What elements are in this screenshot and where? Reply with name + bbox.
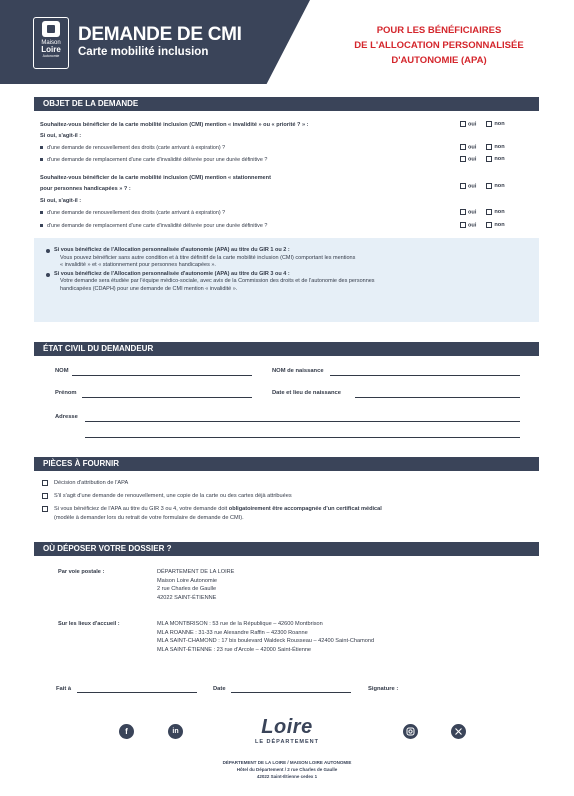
section-pieces-heading: PIÈCES À FOURNIR bbox=[34, 457, 539, 471]
q2a-yes-label: oui bbox=[468, 209, 477, 216]
page-title: DEMANDE DE CMI bbox=[78, 24, 242, 45]
q1a-yes-checkbox[interactable] bbox=[460, 144, 466, 150]
piece-1-checkbox[interactable] bbox=[42, 480, 48, 486]
q2a-no-label: non bbox=[494, 209, 505, 216]
nom-field[interactable] bbox=[72, 375, 252, 376]
info-gir34-text-1: Votre demande sera étudiée par l'équipe médico-sociale, avec avis de la Commission des droits et de l'autonomie des personnes bbox=[60, 278, 375, 284]
loire-wordmark: Loire bbox=[261, 716, 313, 738]
mla-saint-etienne: MLA SAINT-ÉTIENNE : 23 rue d'Arcole – 42000 Saint-Étienne bbox=[157, 646, 312, 653]
logo-text-3: Autonomie bbox=[42, 54, 60, 58]
logo-text-2: Loire bbox=[41, 45, 61, 54]
section-etat-civil-heading: ÉTAT CIVIL DU DEMANDEUR bbox=[34, 342, 539, 356]
q2-option-remplacement: d'une demande de remplacement d'une carte d'invalidité délivrée pour une durée définitive ? bbox=[40, 222, 267, 230]
q1a-answer bbox=[460, 144, 505, 150]
piece-certificat-medical bbox=[42, 505, 382, 513]
q2b-no-label: non bbox=[494, 222, 505, 229]
q1-answer bbox=[460, 121, 505, 127]
nom-naissance-field[interactable] bbox=[330, 375, 520, 376]
beneficiaries-title bbox=[320, 23, 558, 68]
q2b-answer bbox=[460, 222, 505, 228]
postale-line-4: 42022 SAINT-ÉTIENNE bbox=[157, 594, 217, 601]
q1b-yes-label: oui bbox=[468, 156, 477, 163]
piece-3-text-b: obligatoirement être accompagnée d'un certificat médical bbox=[228, 506, 382, 512]
date-lieu-label: Date et lieu de naissance bbox=[272, 390, 341, 396]
q2b-no-checkbox[interactable] bbox=[486, 222, 492, 228]
prenom-field[interactable] bbox=[82, 397, 252, 398]
nom-label: NOM bbox=[55, 368, 69, 374]
q1a-no-label: non bbox=[494, 144, 505, 151]
q2-no-label: non bbox=[494, 183, 505, 190]
loire-tagline: LE DÉPARTEMENT bbox=[254, 739, 319, 745]
q1-yes-checkbox[interactable] bbox=[460, 121, 466, 127]
q2b-yes-label: oui bbox=[468, 222, 477, 229]
info-gir34-text-2: handicapées (CDAPH) pour une demande de CMI mention « invalidité ». bbox=[60, 285, 238, 292]
q2-answer bbox=[460, 183, 505, 189]
question-cmi-stationnement-2: pour personnes handicapées » ? : bbox=[40, 186, 131, 192]
piece-1-text: Décision d'attribution de l'APA bbox=[54, 480, 129, 486]
q2a-answer bbox=[460, 209, 505, 215]
date-field[interactable] bbox=[231, 692, 351, 693]
q1b-no-checkbox[interactable] bbox=[486, 156, 492, 162]
q2a-yes-checkbox[interactable] bbox=[460, 209, 466, 215]
info-gir12-text-1: Vous pouvez bénéficier sans autre condition et à titre définitif de la carte mobilité inclusion (CMI) comportant les mentions bbox=[60, 254, 356, 261]
date-label: Date bbox=[213, 686, 226, 692]
info-gir34-title: Si vous bénéficiez de l'Allocation personnalisée d'autonomie (APA) au titre du GIR 3 ou 4 : bbox=[46, 271, 527, 279]
q1-option-renouvellement: d'une demande de renouvellement des droits (carte arrivant à expiration) ? bbox=[40, 144, 225, 152]
piece-2-text: S'il s'agit d'une demande de renouvellement, une copie de la carte ou des cartes déjà attribuées bbox=[54, 493, 292, 499]
nom-naissance-label: NOM de naissance bbox=[272, 368, 324, 374]
q1a-no-checkbox[interactable] bbox=[486, 144, 492, 150]
q1a-yes-label: oui bbox=[468, 144, 477, 151]
q1-no-label: non bbox=[494, 121, 505, 128]
footer-address-3: 42022 Saint-Étienne cedex 1 bbox=[256, 774, 318, 779]
accueil-label: Sur les lieux d'accueil : bbox=[58, 621, 120, 627]
q2b-yes-checkbox[interactable] bbox=[460, 222, 466, 228]
postale-line-3: 2 rue Charles de Gaulle bbox=[157, 586, 217, 592]
footer-address-1: DÉPARTEMENT DE LA LOIRE / MAISON LOIRE AUTONOMIE bbox=[222, 760, 352, 765]
section-depot-heading: OÙ DÉPOSER VOTRE DOSSIER ? bbox=[34, 542, 539, 556]
section-objet-heading: OBJET DE LA DEMANDE bbox=[34, 97, 539, 111]
beneficiaries-line-3: D'AUTONOMIE (APA) bbox=[391, 55, 487, 66]
adresse-field-line-1[interactable] bbox=[85, 421, 520, 422]
apa-info-box bbox=[34, 238, 539, 322]
page-subtitle: Carte mobilité inclusion bbox=[78, 46, 209, 58]
q1-subquestion: Si oui, s'agit-il : bbox=[40, 133, 82, 139]
piece-decision-apa bbox=[42, 479, 128, 487]
postale-address bbox=[157, 568, 234, 602]
q1-no-checkbox[interactable] bbox=[486, 121, 492, 127]
q2-no-checkbox[interactable] bbox=[486, 183, 492, 189]
postale-line-1: DÉPARTEMENT DE LA LOIRE bbox=[157, 569, 235, 575]
piece-2-checkbox[interactable] bbox=[42, 493, 48, 499]
q1-option-remplacement: d'une demande de remplacement d'une carte d'invalidité délivrée pour une durée définitive ? bbox=[40, 156, 267, 164]
prenom-label: Prénom bbox=[55, 390, 77, 396]
footer-address bbox=[187, 759, 387, 780]
q2-yes-checkbox[interactable] bbox=[460, 183, 466, 189]
question-cmi-stationnement-1: Souhaitez-vous bénéficier de la carte mobilité inclusion (CMI) mention « stationnement bbox=[40, 175, 271, 181]
accueil-addresses bbox=[157, 620, 374, 654]
question-cmi-invalidite: Souhaitez-vous bénéficier de la carte mobilité inclusion (CMI) mention « invalidité » ou « priorité ? » : bbox=[40, 122, 309, 128]
adresse-label: Adresse bbox=[55, 414, 78, 420]
piece-3-text-a: Si vous bénéficiez de l'APA au titre du GIR 3 ou 4, votre demande doit bbox=[54, 506, 229, 512]
info-gir12-title: Si vous bénéficiez de l'Allocation personnalisée d'autonomie (APA) au titre du GIR 1 ou 2 : bbox=[46, 247, 527, 255]
fait-a-label: Fait à bbox=[56, 686, 72, 692]
linkedin-icon[interactable]: in bbox=[168, 724, 183, 739]
q2-option-renouvellement: d'une demande de renouvellement des droits (carte arrivant à expiration) ? bbox=[40, 209, 225, 217]
loire-logo bbox=[245, 716, 329, 745]
postale-label: Par voie postale : bbox=[58, 569, 105, 575]
mla-roanne: MLA ROANNE : 31-33 rue Alexandre Raffin – 42300 Roanne bbox=[157, 629, 308, 636]
q1b-answer bbox=[460, 156, 505, 162]
q2-subquestion: Si oui, s'agit-il : bbox=[40, 198, 82, 204]
mla-saint-chamond: MLA SAINT-CHAMOND : 17 bis boulevard Waldeck Rousseau – 42400 Saint-Chamond bbox=[157, 638, 375, 644]
piece-copie-carte bbox=[42, 492, 292, 500]
info-gir12-text-2: « invalidité » et « stationnement pour personnes handicapées ». bbox=[60, 262, 216, 268]
date-lieu-field[interactable] bbox=[355, 397, 520, 398]
piece-3-checkbox[interactable] bbox=[42, 506, 48, 512]
postale-line-2: Maison Loire Autonomie bbox=[157, 577, 218, 584]
q1b-no-label: non bbox=[494, 156, 505, 163]
logo-text-1: Maison bbox=[41, 40, 61, 46]
maison-loire-logo bbox=[33, 17, 69, 69]
logo-house-icon bbox=[42, 21, 60, 37]
q2-yes-label: oui bbox=[468, 183, 477, 190]
facebook-icon[interactable]: f bbox=[119, 724, 134, 739]
adresse-field-line-2[interactable] bbox=[85, 437, 520, 438]
q1-yes-label: oui bbox=[468, 121, 477, 128]
beneficiaries-line-1: POUR LES BÉNÉFICIAIRES bbox=[376, 25, 502, 36]
piece-3-text-c: (modèle à demander lors du retrait de votre formulaire de demande de CMI). bbox=[54, 515, 244, 521]
footer-address-2: Hôtel du Département / 2 rue Charles de Gaulle bbox=[236, 767, 338, 772]
beneficiaries-line-2: DE L'ALLOCATION PERSONNALISÉE bbox=[354, 40, 524, 51]
fait-a-field[interactable] bbox=[77, 692, 197, 693]
signature-label: Signature : bbox=[368, 686, 399, 692]
mla-montbrison: MLA MONTBRISON : 53 rue de la République – 42600 Montbrison bbox=[157, 621, 323, 627]
q1b-yes-checkbox[interactable] bbox=[460, 156, 466, 162]
instagram-icon[interactable] bbox=[403, 724, 418, 739]
x-icon[interactable] bbox=[451, 724, 466, 739]
q2a-no-checkbox[interactable] bbox=[486, 209, 492, 215]
